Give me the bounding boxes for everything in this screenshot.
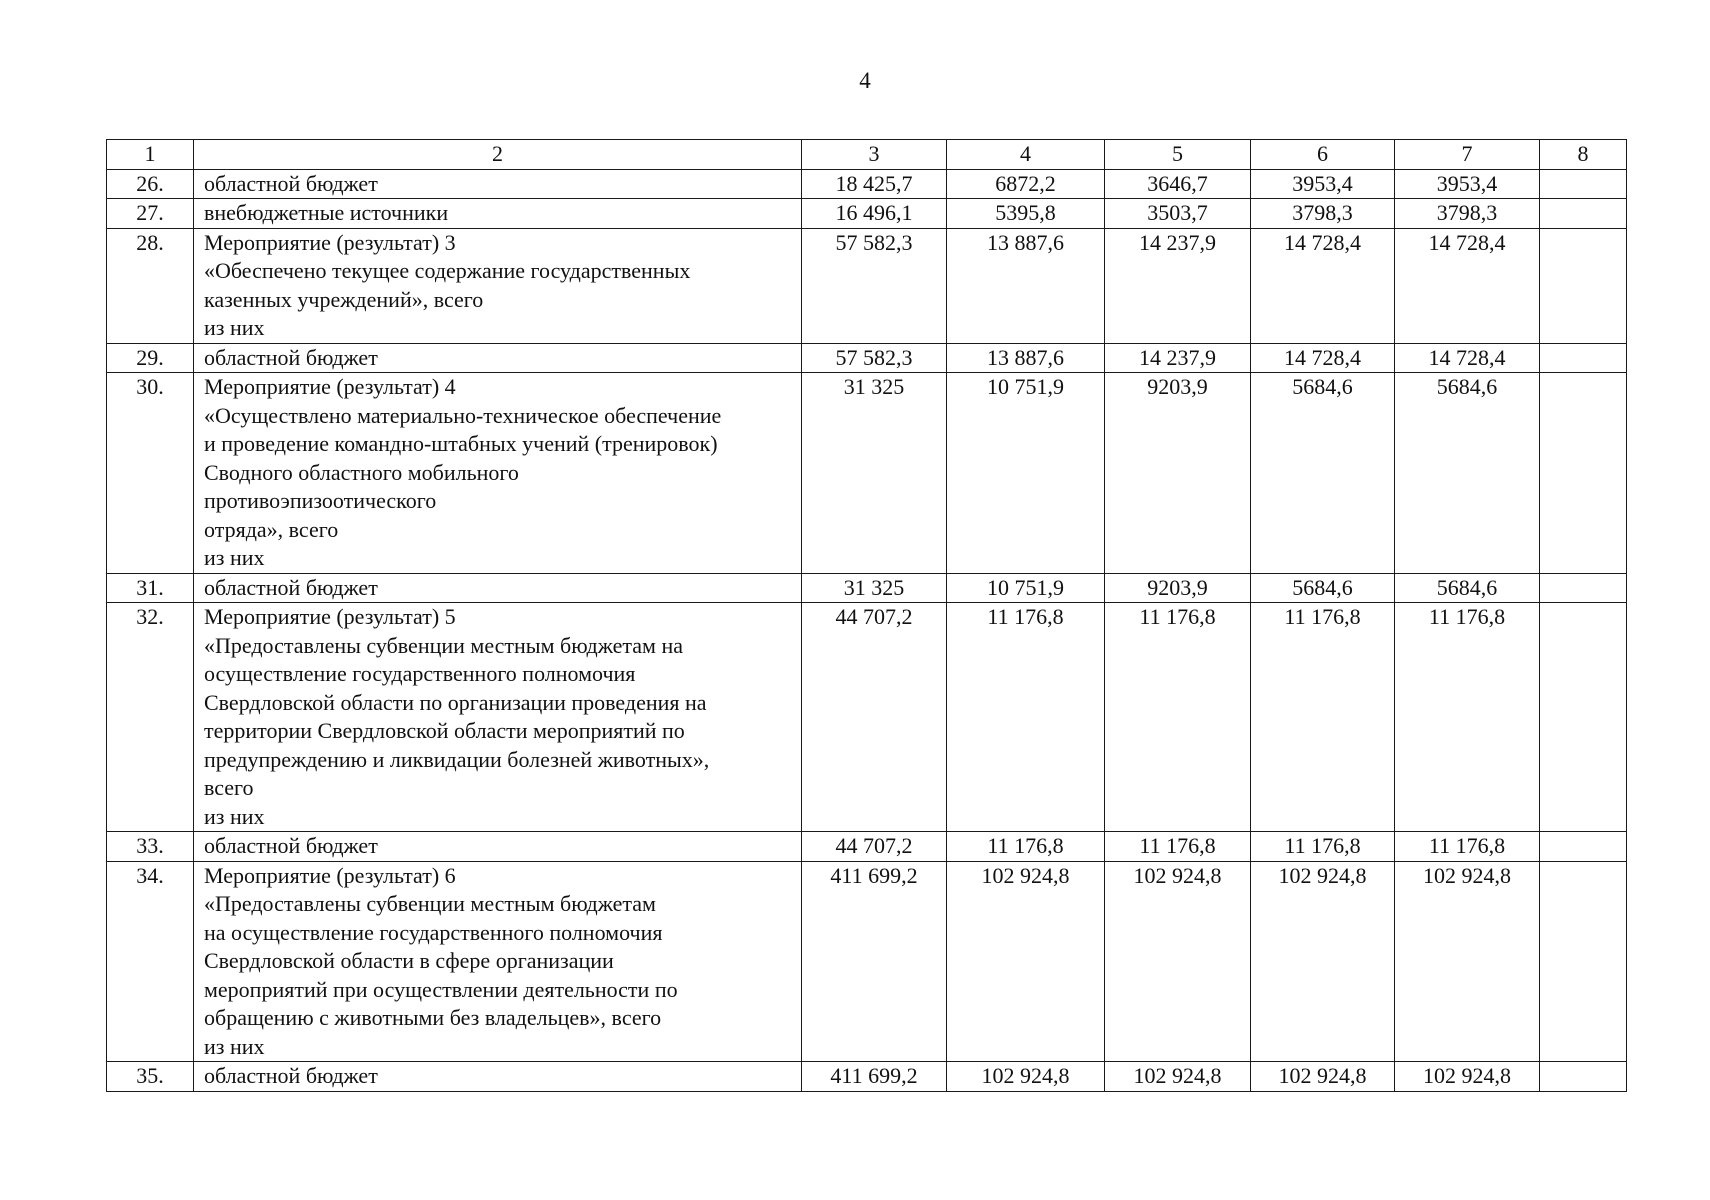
value-cell-col-6: 5684,6 bbox=[1251, 573, 1395, 603]
table-row bbox=[107, 603, 1627, 832]
budget-table bbox=[106, 139, 1627, 1092]
description-line: на осуществление государственного полномочия bbox=[204, 919, 663, 945]
row-description bbox=[194, 169, 802, 199]
description-line: внебюджетные источники bbox=[204, 200, 449, 225]
value-cell-col-3: 411 699,2 bbox=[802, 861, 947, 1062]
row-description bbox=[194, 343, 802, 373]
value-cell-col-6: 102 924,8 bbox=[1251, 861, 1395, 1062]
value-cell-col-4: 102 924,8 bbox=[947, 1062, 1105, 1092]
value-cell-col-5: 102 924,8 bbox=[1105, 861, 1251, 1062]
value-cell-col-5: 3646,7 bbox=[1105, 169, 1251, 199]
value-cell-col-3: 31 325 bbox=[802, 573, 947, 603]
value-cell-col-8 bbox=[1540, 832, 1627, 862]
description-line: Сводного областного мобильного bbox=[204, 459, 519, 485]
column-number: 4 bbox=[947, 140, 1105, 170]
row-number: 29. bbox=[107, 343, 194, 373]
row-description bbox=[194, 832, 802, 862]
value-cell-col-7: 5684,6 bbox=[1395, 573, 1540, 603]
row-description bbox=[194, 228, 802, 343]
value-cell-col-5: 3503,7 bbox=[1105, 199, 1251, 229]
value-cell-col-3: 57 582,3 bbox=[802, 343, 947, 373]
value-cell-col-7: 102 924,8 bbox=[1395, 1062, 1540, 1092]
value-cell-col-8 bbox=[1540, 228, 1627, 343]
description-line: из них bbox=[204, 545, 265, 570]
value-cell-col-3: 57 582,3 bbox=[802, 228, 947, 343]
value-cell-col-8 bbox=[1540, 373, 1627, 574]
column-number: 1 bbox=[107, 140, 194, 170]
description-line: Мероприятие (результат) 6 bbox=[204, 862, 456, 888]
description-line: областной бюджет bbox=[204, 1063, 378, 1088]
value-cell-col-4: 102 924,8 bbox=[947, 861, 1105, 1062]
value-cell-col-3: 16 496,1 bbox=[802, 199, 947, 229]
value-cell-col-6: 3798,3 bbox=[1251, 199, 1395, 229]
row-number: 34. bbox=[107, 861, 194, 1062]
row-description bbox=[194, 373, 802, 574]
description-line: обращению с животными без владельцев», всего bbox=[204, 1005, 662, 1030]
description-line: «Осуществлено материально-техническое обеспечение bbox=[204, 402, 722, 428]
table-row bbox=[107, 861, 1627, 1062]
column-number: 3 bbox=[802, 140, 947, 170]
table-row bbox=[107, 832, 1627, 862]
table-body bbox=[107, 140, 1627, 1092]
value-cell-col-4: 13 887,6 bbox=[947, 228, 1105, 343]
column-number: 8 bbox=[1540, 140, 1627, 170]
value-cell-col-8 bbox=[1540, 1062, 1627, 1092]
row-description bbox=[194, 861, 802, 1062]
value-cell-col-4: 10 751,9 bbox=[947, 573, 1105, 603]
column-number: 6 bbox=[1251, 140, 1395, 170]
row-description bbox=[194, 1062, 802, 1092]
row-number: 33. bbox=[107, 832, 194, 862]
table-row bbox=[107, 228, 1627, 343]
value-cell-col-3: 44 707,2 bbox=[802, 603, 947, 832]
description-line: противоэпизоотического bbox=[204, 488, 437, 513]
value-cell-col-8 bbox=[1540, 861, 1627, 1062]
value-cell-col-5: 9203,9 bbox=[1105, 373, 1251, 574]
description-line: Мероприятие (результат) 5 bbox=[204, 604, 456, 629]
value-cell-col-7: 102 924,8 bbox=[1395, 861, 1540, 1062]
value-cell-col-7: 3798,3 bbox=[1395, 199, 1540, 229]
budget-table-container bbox=[106, 139, 1626, 1092]
column-number: 5 bbox=[1105, 140, 1251, 170]
description-line: Мероприятие (результат) 3 bbox=[204, 229, 456, 255]
value-cell-col-7: 11 176,8 bbox=[1395, 832, 1540, 862]
page-number: 4 bbox=[859, 68, 871, 93]
table-row bbox=[107, 343, 1627, 373]
value-cell-col-3: 31 325 bbox=[802, 373, 947, 574]
row-description bbox=[194, 603, 802, 832]
value-cell-col-6: 11 176,8 bbox=[1251, 832, 1395, 862]
description-line: областной бюджет bbox=[204, 833, 378, 858]
description-line: осуществление государственного полномочия bbox=[204, 661, 636, 686]
description-line: и проведение командно-штабных учений (тренировок) bbox=[204, 431, 718, 456]
description-line: казенных учреждений», всего bbox=[204, 286, 484, 312]
description-line: из них bbox=[204, 315, 265, 340]
value-cell-col-6: 14 728,4 bbox=[1251, 343, 1395, 373]
value-cell-col-7: 5684,6 bbox=[1395, 373, 1540, 574]
value-cell-col-4: 11 176,8 bbox=[947, 603, 1105, 832]
value-cell-col-8 bbox=[1540, 169, 1627, 199]
value-cell-col-6: 11 176,8 bbox=[1251, 603, 1395, 832]
table-row bbox=[107, 1062, 1627, 1092]
row-number: 28. bbox=[107, 228, 194, 343]
row-number: 26. bbox=[107, 169, 194, 199]
description-line: «Обеспечено текущее содержание государственных bbox=[204, 258, 691, 283]
value-cell-col-4: 10 751,9 bbox=[947, 373, 1105, 574]
value-cell-col-3: 44 707,2 bbox=[802, 832, 947, 862]
value-cell-col-6: 14 728,4 bbox=[1251, 228, 1395, 343]
value-cell-col-4: 11 176,8 bbox=[947, 832, 1105, 862]
value-cell-col-8 bbox=[1540, 573, 1627, 603]
value-cell-col-6: 3953,4 bbox=[1251, 169, 1395, 199]
description-line: Свердловской области в сфере организации bbox=[204, 948, 614, 973]
row-description bbox=[194, 573, 802, 603]
table-row bbox=[107, 373, 1627, 574]
value-cell-col-4: 6872,2 bbox=[947, 169, 1105, 199]
value-cell-col-5: 9203,9 bbox=[1105, 573, 1251, 603]
description-line: областной бюджет bbox=[204, 170, 378, 196]
value-cell-col-6: 5684,6 bbox=[1251, 373, 1395, 574]
description-line: из них bbox=[204, 803, 265, 829]
value-cell-col-8 bbox=[1540, 603, 1627, 832]
description-line: областной бюджет bbox=[204, 344, 378, 370]
value-cell-col-7: 14 728,4 bbox=[1395, 228, 1540, 343]
description-line: территории Свердловской области мероприятий по bbox=[204, 718, 685, 743]
value-cell-col-5: 14 237,9 bbox=[1105, 343, 1251, 373]
value-cell-col-3: 18 425,7 bbox=[802, 169, 947, 199]
description-line: из них bbox=[204, 1033, 265, 1059]
value-cell-col-5: 14 237,9 bbox=[1105, 228, 1251, 343]
value-cell-col-5: 11 176,8 bbox=[1105, 832, 1251, 862]
description-line: отряда», всего bbox=[204, 516, 339, 542]
table-row bbox=[107, 573, 1627, 603]
row-number: 35. bbox=[107, 1062, 194, 1092]
description-line: мероприятий при осуществлении деятельности по bbox=[204, 976, 678, 1002]
table-row bbox=[107, 199, 1627, 229]
value-cell-col-6: 102 924,8 bbox=[1251, 1062, 1395, 1092]
value-cell-col-7: 3953,4 bbox=[1395, 169, 1540, 199]
table-row bbox=[107, 169, 1627, 199]
value-cell-col-7: 14 728,4 bbox=[1395, 343, 1540, 373]
description-line: всего bbox=[204, 775, 254, 800]
row-number: 32. bbox=[107, 603, 194, 832]
value-cell-col-5: 11 176,8 bbox=[1105, 603, 1251, 832]
description-line: Мероприятие (результат) 4 bbox=[204, 374, 456, 399]
description-line: «Предоставлены субвенции местным бюджетам на bbox=[204, 632, 683, 658]
column-number-row bbox=[107, 140, 1627, 170]
description-line: Свердловской области по организации проведения на bbox=[204, 689, 707, 715]
row-number: 27. bbox=[107, 199, 194, 229]
value-cell-col-5: 102 924,8 bbox=[1105, 1062, 1251, 1092]
row-description bbox=[194, 199, 802, 229]
value-cell-col-8 bbox=[1540, 199, 1627, 229]
column-number: 2 bbox=[194, 140, 802, 170]
description-line: областной бюджет bbox=[204, 574, 378, 600]
row-number: 30. bbox=[107, 373, 194, 574]
column-number: 7 bbox=[1395, 140, 1540, 170]
value-cell-col-4: 5395,8 bbox=[947, 199, 1105, 229]
description-line: «Предоставлены субвенции местным бюджетам bbox=[204, 891, 656, 916]
value-cell-col-4: 13 887,6 bbox=[947, 343, 1105, 373]
row-number: 31. bbox=[107, 573, 194, 603]
value-cell-col-7: 11 176,8 bbox=[1395, 603, 1540, 832]
value-cell-col-8 bbox=[1540, 343, 1627, 373]
description-line: предупреждению и ликвидации болезней животных», bbox=[204, 746, 710, 772]
value-cell-col-3: 411 699,2 bbox=[802, 1062, 947, 1092]
